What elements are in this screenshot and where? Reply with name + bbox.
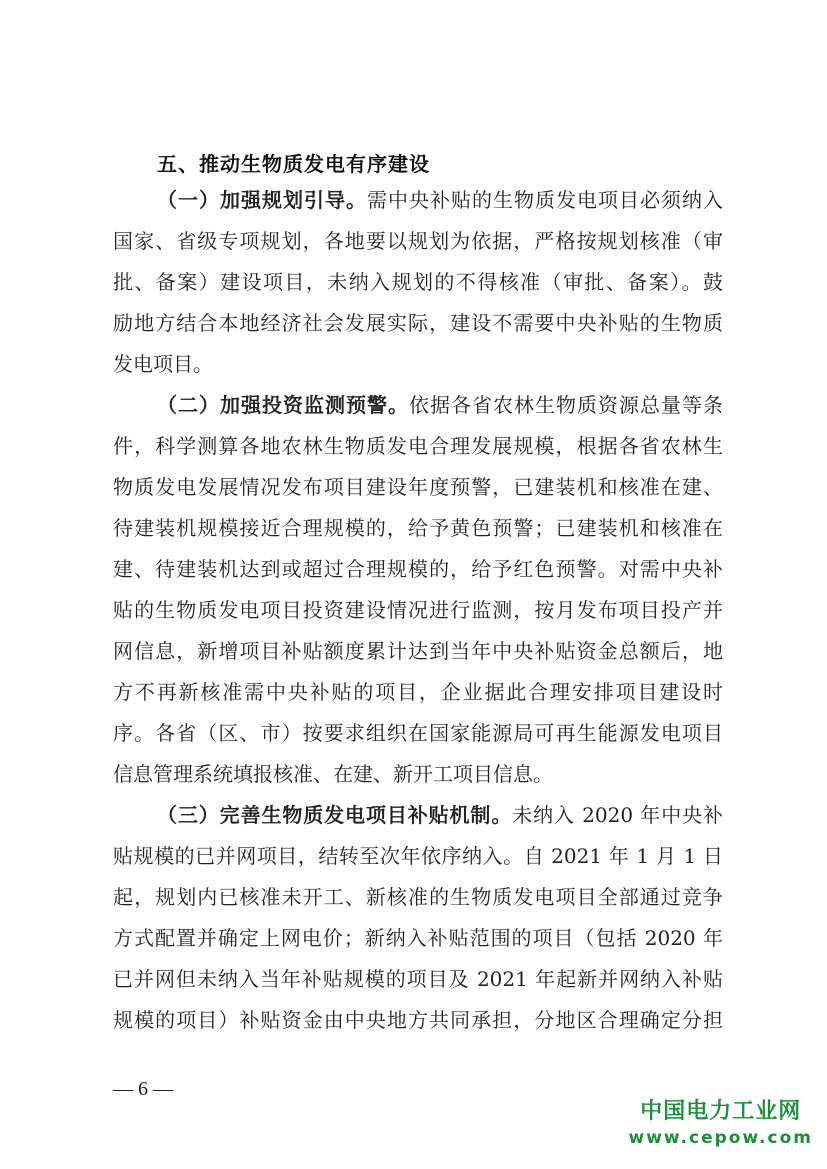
paragraph-line: 国家、省级专项规划，各地要以规划为依据，严格按规划核准（审 (113, 229, 723, 253)
watermark-url: www.cepow.com (628, 1128, 813, 1148)
paragraph-line: 物质发电发展情况发布项目建设年度预警，已建装机和核准在建、 (113, 475, 723, 499)
paragraph-title: （三）完善生物质发电项目补贴机制。 (157, 803, 513, 827)
paragraph-line: 建、待建装机达到或超过合理规模的，给予红色预警。对需中央补 (113, 557, 723, 581)
paragraph-line: 待建装机规模接近合理规模的，给予黄色预警；已建装机和核准在 (113, 516, 723, 540)
paragraph-title: （一）加强规划引导。 (157, 188, 367, 212)
paragraph-line: 信息管理系统填报核准、在建、新开工项目信息。 (113, 762, 553, 786)
paragraph-line: 批、备案）建设项目，未纳入规划的不得核准（审批、备案）。鼓 (113, 270, 723, 294)
paragraph-line: 已并网但未纳入当年补贴规模的项目及 2021 年起新并网纳入补贴 (113, 967, 723, 991)
paragraph-line: 件，科学测算各地农林生物质发电合理发展规模，根据各省农林生 (113, 434, 723, 458)
watermark-logo (629, 1098, 814, 1150)
paragraph-title: （二）加强投资监测预警。 (157, 393, 409, 417)
paragraph-line: 贴的生物质发电项目投资建设情况进行监测，按月发布项目投产并 (113, 598, 723, 622)
paragraph-line: 发电项目。 (113, 352, 213, 376)
section-heading: 五、推动生物质发电有序建设 (157, 152, 430, 176)
paragraph-line: 序。各省（区、市）按要求组织在国家能源局可再生能源发电项目 (113, 721, 723, 745)
watermark-name: 中国电力工业网 (640, 1099, 802, 1124)
paragraph-line: 贴规模的已并网项目，结转至次年依序纳入。自 2021 年 1 月 1 日 (113, 844, 723, 868)
paragraph-line: 网信息，新增项目补贴额度累计达到当年中央补贴资金总额后，地 (113, 639, 723, 663)
paragraph-line (157, 797, 723, 833)
paragraph-line (157, 387, 723, 423)
paragraph-line: 方式配置并确定上网电价；新纳入补贴范围的项目（包括 2020 年 (113, 926, 723, 950)
paragraph-line: 规模的项目）补贴资金由中央地方共同承担，分地区合理确定分担 (113, 1008, 723, 1032)
paragraph-text: 未纳入 2020 年中央补 (512, 803, 723, 827)
paragraph-text: 需中央补贴的生物质发电项目必须纳入 (367, 188, 723, 212)
paragraph-line (157, 182, 723, 218)
paragraph-text: 依据各省农林生物质资源总量等条 (409, 393, 723, 417)
paragraph-line: 方不再新核准需中央补贴的项目，企业据此合理安排项目建设时 (113, 680, 723, 704)
paragraph-line: 励地方结合本地经济社会发展实际，建设不需要中央补贴的生物质 (113, 311, 723, 335)
page-number: — 6 — (113, 1078, 173, 1100)
paragraph-line: 起，规划内已核准未开工、新核准的生物质发电项目全部通过竞争 (113, 885, 723, 909)
